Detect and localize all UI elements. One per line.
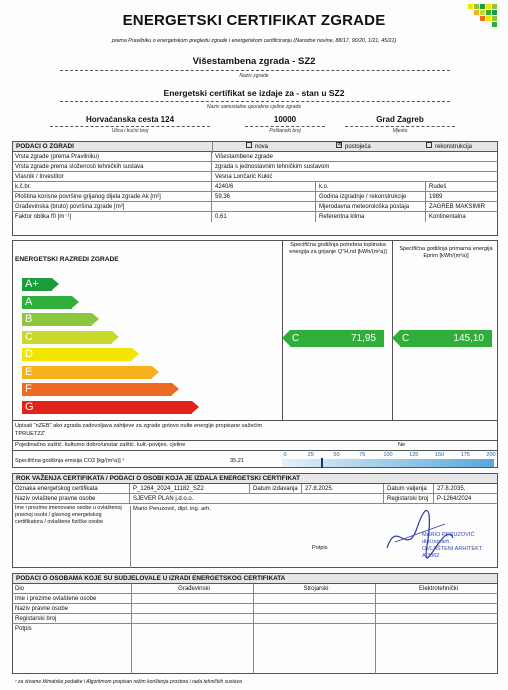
building-type-row [12, 152, 498, 162]
cadastre-value: Rudeš [429, 184, 447, 190]
participant-cell [132, 614, 254, 624]
option-existing[interactable] [333, 142, 403, 152]
co2-scale-tick: 150 [434, 452, 445, 458]
co2-scale-tick: 0 [283, 452, 287, 458]
year-label: Godina izgradnje / rekonstrukcije [316, 192, 426, 202]
shape-row [12, 212, 498, 222]
participant-row [12, 604, 498, 614]
station-label: Mjerodavna meteorološka postaja [316, 202, 426, 212]
option-new[interactable] [243, 142, 313, 152]
co2-scale-tick: 125 [409, 452, 419, 458]
co2-scale-tick: 75 [359, 452, 366, 458]
eprim-indicator [400, 330, 492, 347]
co2-top-line [12, 450, 498, 451]
energy-class-label: F [25, 383, 32, 395]
option-new-label: nova [255, 144, 269, 150]
participant-cell [132, 594, 254, 604]
building-data-heading: PODACI O ZGRADI [13, 142, 213, 153]
energy-class-bar [22, 278, 52, 291]
postcode-line [245, 126, 325, 127]
participant-row-label: Potpis [12, 624, 132, 674]
nzeb-top-line [12, 420, 498, 421]
building-name-caption: Naziv zgrade [239, 73, 269, 79]
co2-scale-tick: 50 [333, 452, 340, 458]
checkbox-existing[interactable]: ✕ [337, 142, 343, 149]
area-value: 59,36 [212, 192, 316, 202]
checkbox-new[interactable] [246, 142, 252, 148]
participant-row-label: Naziv pravne osobe [12, 604, 132, 614]
street-line [50, 126, 210, 127]
station-value: ZAGREB MAKSIMIR [429, 204, 486, 210]
cadastre-label: k.o. [316, 182, 426, 192]
energy-class-label: A+ [25, 278, 39, 290]
co2-marker [321, 458, 323, 468]
building-type-label: Vrsta zgrade (prema Pravilniku) [12, 152, 212, 162]
climate-label: Referentna klima [316, 212, 426, 222]
energy-class-label: B [25, 313, 33, 325]
option-existing-label: postojeća [345, 144, 371, 150]
option-recon[interactable] [423, 142, 499, 152]
street-caption: Ulica i kućni broj [111, 128, 149, 134]
participant-row [12, 614, 498, 624]
owner-row [12, 172, 498, 182]
qhnd-column-heading: Specifična godišnja potrebna toplinska energija za grijanje Q''H,nd [kWh/(m²a)] [289, 242, 387, 255]
energy-class-bar [22, 401, 192, 414]
area-row [12, 192, 498, 202]
issued-for-line [60, 101, 450, 102]
certificate-title: ENERGETSKI CERTIFIKAT ZGRADE [122, 12, 386, 29]
col-strojarski: Strojarski [254, 584, 376, 594]
city-line [345, 126, 455, 127]
building-data-header-row [12, 141, 498, 152]
co2-value: 35,21 [230, 458, 244, 464]
co2-scale-tick: 100 [383, 452, 393, 458]
participant-row-label: Registarski broj [12, 614, 132, 624]
energy-class-label: E [25, 365, 33, 378]
building-name-line [60, 70, 450, 71]
complexity-value: zgrada s jednostavnim tehničkim sustavom [215, 164, 330, 170]
issue-label: Datum izdavanja [250, 484, 302, 494]
co2-scale-gradient [282, 459, 494, 467]
energy-class-bar [22, 296, 72, 309]
heritage-top-line [12, 440, 498, 441]
city-caption: Mjesto [392, 128, 408, 134]
gross-area-value [212, 202, 316, 212]
owner-label: Vlasnik / Investitor [12, 172, 212, 182]
participant-cell [376, 614, 498, 624]
stamp-line-3: OVLAŠTENI ARHITEKT [422, 546, 483, 552]
participant-row [12, 624, 498, 674]
city-value: Grad Zagreb [376, 115, 424, 124]
energy-class-bar [22, 383, 172, 396]
stamp-line-1: MARIO PERUZOVIĆ [422, 532, 475, 538]
heritage-value: Ne [398, 442, 406, 448]
certificate-subtitle: prema Pravilniku o energetskom pregledu zgrade i energetskom certificiranju (Narodne novine, 88/17, 90/20, 1/21, 45/21) [111, 38, 397, 44]
energy-class-bar [22, 313, 92, 326]
co2-label: Specifična godišnja emisija CO2 [kg/(m²a)] ¹ [15, 458, 125, 464]
col-elektrotehnicki: Elektrotehnički [418, 586, 459, 592]
person-divider [130, 506, 131, 568]
co2-scale [282, 452, 494, 466]
co2-scale-tick: 175 [460, 452, 470, 458]
energy-class-label: D [25, 348, 33, 360]
cert-label: Oznaka energetskog certifikata [12, 484, 130, 494]
energy-class-label: G [25, 400, 34, 413]
qhnd-value: 71,95 [350, 333, 376, 344]
participant-row [12, 594, 498, 604]
heritage-label: Pojedinačno zaštić. kulturno dobro/unutar zaštić. kult.-povijes. cjeline [15, 442, 186, 448]
climate-value: Kontinentalna [429, 214, 466, 220]
participant-cell [376, 624, 498, 674]
qhnd-indicator [290, 330, 384, 347]
energy-heading: ENERGETSKI RAZREDI ZGRADE [15, 256, 119, 263]
person-value: Mario Peruzović, dipl. ing. arh. [133, 506, 211, 512]
nzeb-text: Upisati "nZEB" ako zgrada zadovoljava zahtjeve za zgrade gotovo nulte energije propisane važećim TPRUETZZ' [15, 423, 263, 437]
participant-cell [376, 594, 498, 604]
gross-area-row [12, 202, 498, 212]
participant-cell [254, 604, 376, 614]
participant-cell [254, 614, 376, 624]
valid-value: 27.8.2035. [437, 486, 466, 492]
parcel-value: 4240/6 [212, 182, 316, 192]
valid-label: Datum valjenja [384, 484, 434, 494]
participants-heading: PODACI O OSOBAMA KOJE SU SUDJELOVALE U IZRADI ENERGETSKOG CERTIFIKATA [12, 573, 498, 584]
energy-class-bar [22, 366, 152, 379]
cert-value: P_1264_2024_11182_SZ2 [130, 484, 250, 494]
signature-label: Potpis [312, 545, 328, 551]
co2-scale-tick: 200 [486, 452, 496, 458]
participant-cell [254, 624, 376, 674]
eprim-column-heading: Specifična godišnja primarna energija Eprim [kWh/(m²a)] [399, 246, 493, 259]
stamp-line-2: dipl.ing.arh. [422, 539, 451, 545]
qhnd-class: C [292, 333, 300, 344]
owner-value: Vesna Lončarić Kukić [215, 174, 273, 180]
issue-value: 27.8.2025. [302, 484, 384, 494]
area-label: Ploština korisne površine grijanog dijela zgrade Ak [m²] [12, 192, 212, 202]
eprim-value: 145,10 [453, 333, 484, 344]
building-name: Višestambena zgrada - SZ2 [192, 56, 316, 67]
stamp-line-4: A 3362 [422, 553, 440, 559]
building-type-value: Višestambene zgrade [215, 154, 273, 160]
postcode-value: 10000 [273, 115, 297, 124]
participant-cell [254, 594, 376, 604]
reg-label: Registarski broj [384, 494, 434, 504]
participants-head-row [12, 584, 498, 594]
complexity-label: Vrsta zgrade prema složenosti tehničkih sustava [12, 162, 212, 172]
parcel-label: k.č.br. [12, 182, 212, 192]
option-recon-label: rekonstrukcija [435, 144, 473, 150]
footnote: ¹ za stvarne klimatske podatke i Algoritmom propisan režim korištenja prostora i rada tehničkih sustava [15, 679, 242, 685]
issued-for: Energetski certifikat se izdaje za - stan u SZ2 [163, 88, 345, 98]
energy-class-bar [22, 331, 112, 344]
entity-value: SJEVER PLAN j.d.o.o. [130, 494, 384, 504]
participant-cell [132, 624, 254, 674]
participant-row-label: Ime i prezime ovlaštene osobe [12, 594, 132, 604]
postcode-caption: Poštanski broj [269, 128, 301, 134]
energy-class-label: A [25, 295, 33, 308]
street-value: Horvaćanska cesta 124 [85, 115, 175, 124]
col-dio: Dio [12, 584, 132, 594]
energy-class-bar [22, 348, 132, 361]
col-gradevinski: Građevinski [132, 584, 254, 594]
gross-area-label: Građevinska (bruto) površina zgrade [m²] [12, 202, 212, 212]
stamp-text [422, 532, 482, 560]
shape-label: Faktor oblika f0 [m⁻¹] [12, 212, 212, 222]
participant-cell [376, 604, 498, 614]
co2-scale-tick: 25 [307, 452, 314, 458]
shape-value: 0,61 [212, 212, 316, 222]
person-label: Ime i prezime imenovane osobe u ovlaštenoj pravnoj osobi / glavnog energetskog certifikatora / ovlaštene fizičke osobe [15, 505, 122, 525]
year-value: 1989 [429, 194, 443, 200]
validity-heading: ROK VAŽENJA CERTIFIKATA / PODACI O OSOBI KOJA JE IZDALA ENERGETSKI CERTIFIKAT [12, 473, 498, 484]
eprim-class: C [402, 333, 410, 344]
parcel-row [12, 182, 498, 192]
entity-label: Naziv ovlaštene pravne osobe [12, 494, 130, 504]
checkbox-recon[interactable] [426, 142, 432, 148]
issued-for-caption: Naziv samostalne uporabne cjeline zgrade [206, 104, 302, 110]
participant-cell [132, 604, 254, 614]
energy-class-label: C [25, 330, 33, 343]
cert-row [12, 484, 498, 494]
complexity-row [12, 162, 498, 172]
reg-value: P-1264/2024 [437, 496, 472, 502]
